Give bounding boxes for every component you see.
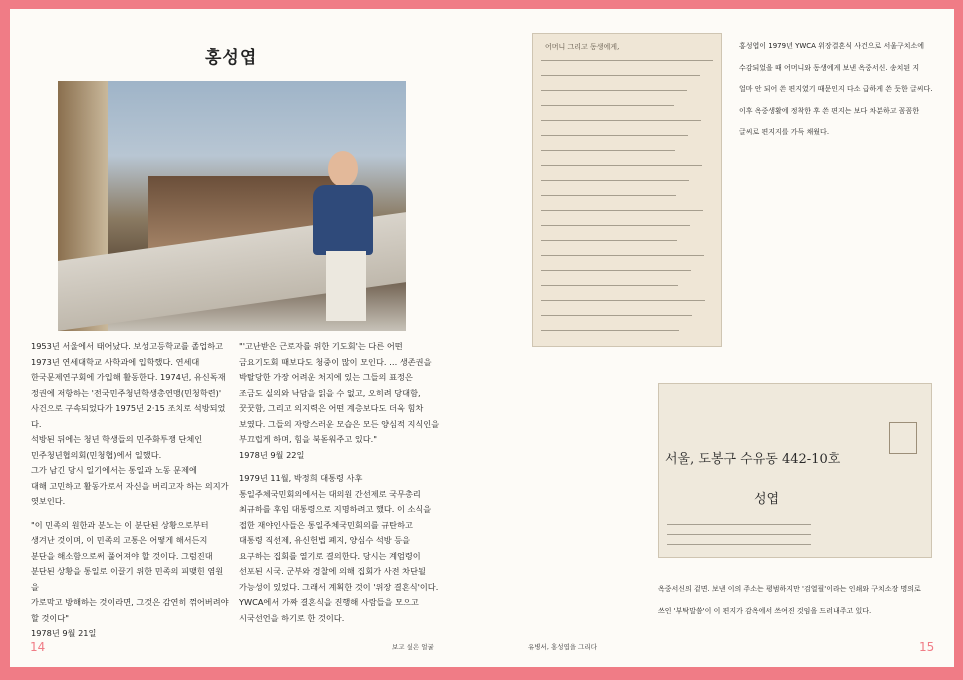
- letter-opening-line: 어머니 그리고 동생에게,: [545, 43, 620, 51]
- body-text-line: 석방된 뒤에는 청년 학생들의 민주화투쟁 단체인: [31, 434, 203, 444]
- handwriting-line: [541, 90, 687, 91]
- envelope-note-line: [667, 534, 811, 535]
- stamp-box: [889, 422, 917, 454]
- caption-line: 얼마 안 되어 쓴 편지였기 때문인지 다소 급하게 쓴 듯한 글씨다.: [739, 85, 933, 93]
- body-text-line: "'고난받은 근로자를 위한 기도회'는 다른 어떤: [239, 341, 403, 351]
- body-text-line: 민주청년협의회(민청협)에서 일했다.: [31, 449, 162, 460]
- page-number-right: 15: [919, 640, 935, 654]
- envelope-note-line: [667, 544, 811, 545]
- body-text-line: 1973년 연세대학교 사학과에 입학했다. 연세대: [31, 356, 200, 367]
- caption-line: 수감되었을 때 어머니와 동생에게 보낸 옥중서신. 송치된 지: [739, 63, 920, 72]
- person-head: [328, 151, 358, 187]
- envelope-name: 성엽: [754, 492, 780, 507]
- portrait-photo: [58, 81, 406, 331]
- envelope-note-line: [667, 524, 811, 525]
- handwriting-line: [541, 135, 688, 136]
- left-page: [10, 9, 482, 667]
- person-figure: [308, 151, 378, 321]
- handwriting-line: [541, 240, 677, 241]
- person-shirt: [313, 185, 373, 255]
- body-text-line: 가로막고 방해하는 것이라면, 그것은 감연히 꺾어버려야: [31, 597, 229, 607]
- body-text-line: 엿보인다.: [31, 496, 66, 506]
- body-text-line: 1978년 9월 21일: [31, 628, 97, 638]
- body-text-line: 가능성이 있었다. 그래서 계획한 것이 '위장 결혼식'이다.: [239, 581, 439, 592]
- body-text-line: 박탈당한 가장 어려운 처지에 있는 그들의 표정은: [239, 372, 413, 382]
- caption-line: 글씨로 편지지를 가득 채웠다.: [739, 128, 830, 136]
- body-text-line: 1978년 9월 22일: [239, 449, 305, 460]
- body-text-line: 요구하는 집회를 열기로 결의한다. 당시는 계엄령이: [239, 550, 421, 561]
- body-text-line: 꿋꿋함, 그리고 의지력은 어떤 계층보다도 더욱 힘차: [239, 403, 424, 413]
- body-text-line: 보였다. 그들의 자랑스러운 모습은 모든 양심적 지식인을: [239, 418, 440, 429]
- body-text-line: 부끄럽게 하며, 힘을 북돋워주고 있다.": [239, 434, 378, 444]
- body-text-line: 금요기도회 때보다도 청중이 많이 모인다. … 생존권을: [239, 356, 432, 367]
- body-text-line: 할 것이다": [31, 612, 70, 623]
- prison-letter-scan: [532, 33, 722, 347]
- handwriting-line: [541, 180, 689, 181]
- body-text-line: YWCA에서 가짜 결혼식을 진행해 사람들을 모으고: [239, 597, 419, 607]
- body-column-2: [239, 339, 474, 626]
- envelope-address: 서울, 도봉구 수유동 442-10호: [665, 452, 841, 467]
- body-text-line: [31, 510, 231, 518]
- body-text-line: [239, 463, 474, 471]
- body-text-line: 1979년 11월, 박정희 대통령 사후: [239, 473, 363, 483]
- body-text-line: 분단을 해소함으로써 풀어져야 할 것이다. 그럼진대: [31, 550, 213, 561]
- body-text-line: 분단된 상황을 통일로 이끌기 위한 민족의 피맺힌 염원을: [31, 566, 224, 592]
- handwriting-line: [541, 300, 705, 301]
- caption-line: 이후 옥중생활에 정착한 후 쓴 편지는 보다 차분하고 꼼꼼한: [739, 106, 920, 115]
- handwriting-line: [541, 225, 690, 226]
- handwriting-line: [541, 210, 703, 211]
- handwriting-line: [541, 270, 691, 271]
- body-text-line: 대해 고민하고 활동가로서 자신을 버리고자 하는 의지가: [31, 480, 229, 491]
- envelope-scan: [658, 383, 932, 558]
- page-title: 홍성엽: [205, 48, 258, 68]
- right-page: [482, 9, 954, 667]
- handwriting-line: [541, 60, 713, 61]
- body-text-line: 통일주체국민회의에서는 대의원 간선제로 국무총리: [239, 488, 421, 499]
- handwriting-line: [541, 255, 704, 256]
- body-text-line: 대통령 직선제, 유신헌법 폐지, 양심수 석방 등을: [239, 535, 411, 545]
- handwriting-line: [541, 195, 676, 196]
- body-text-line: 접한 재야인사들은 통일주체국민회의를 규탄하고: [239, 519, 413, 530]
- body-text-line: "이 민족의 원한과 분노는 이 분단된 상황으로부터: [31, 519, 209, 530]
- footer-left: 보고 싶은 얼굴: [392, 643, 434, 651]
- caption-line: 홍성엽이 1979년 YWCA 위장결혼식 사건으로 서울구치소에: [739, 42, 925, 50]
- body-text-line: 조금도 실의와 낙담을 읽을 수 없고, 오히려 당대함,: [239, 387, 421, 398]
- handwriting-line: [541, 330, 679, 331]
- handwriting-line: [541, 150, 675, 151]
- caption-line: 쓰인 '부탁말씀'이 이 편지가 감옥에서 쓰여진 것임을 드러내주고 있다.: [658, 606, 872, 615]
- handwriting-line: [541, 120, 701, 121]
- body-text-line: 최규하를 후임 대통령으로 지명하려고 했다. 이 소식을: [239, 504, 432, 514]
- body-text-line: 시국선언을 하기로 한 것이다.: [239, 612, 345, 623]
- handwriting-line: [541, 75, 700, 76]
- caption-line: 옥중서신의 겉면. 보낸 이의 주소는 평범하지만 '검열필'이라는 인쇄와 구치소장 명의로: [658, 585, 921, 593]
- caption-bottom: [658, 575, 948, 625]
- body-text-line: 생겨난 것이며, 이 민족의 고통은 어떻게 해서든지: [31, 535, 208, 545]
- body-text-line: 정권에 저항하는 '전국민주청년학생총연맹(민청학련)': [31, 387, 222, 398]
- page-number-left: 14: [30, 640, 46, 654]
- body-text-line: 선포된 시국. 군부와 경찰에 의해 집회가 사전 차단될: [239, 566, 426, 576]
- caption-top: [739, 32, 949, 147]
- person-pants: [326, 251, 366, 321]
- body-text-line: 한국문제연구회에 가입해 활동한다. 1974년, 유신독재: [31, 372, 226, 382]
- body-column-1: [31, 339, 231, 642]
- handwriting-line: [541, 285, 678, 286]
- body-text-line: 1953년 서울에서 태어났다. 보성고등학교를 졸업하고: [31, 341, 224, 351]
- footer-right: 유병서, 홍성엽을 그리다: [528, 643, 597, 651]
- body-text-line: 그가 남긴 당시 일기에서는 통일과 노동 문제에: [31, 465, 197, 475]
- body-text-line: 사건으로 구속되었다가 1975년 2·15 조치로 석방되었다.: [31, 403, 226, 429]
- handwriting-line: [541, 315, 692, 316]
- handwriting-line: [541, 165, 702, 166]
- handwriting-line: [541, 105, 674, 106]
